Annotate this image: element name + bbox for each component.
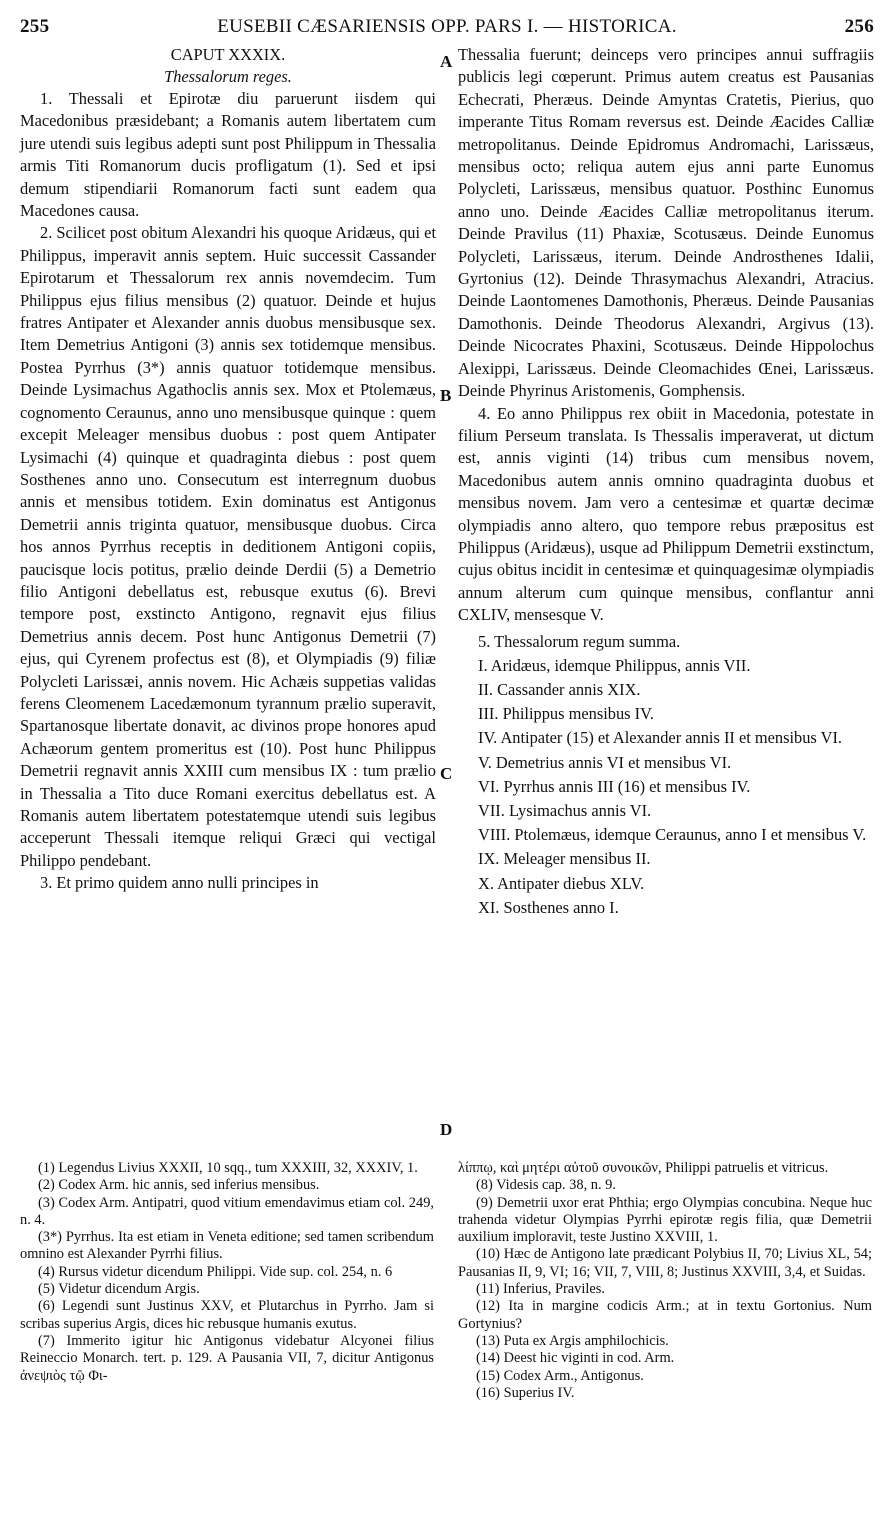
list-item: V. Demetrius annis VI et mensibus VI. (478, 752, 732, 772)
chapter-heading: CAPUT XXXIX. (170, 45, 286, 64)
right-column (458, 44, 874, 920)
footnote: (7) Immerito igitur hic Antigonus videbatur Alcyonei filius Reineccio Monarch. tert. p. 129. A Pausania VII, 7, dicitur Antigonus ἀνεψιὸς τῷ Φι- (20, 1332, 434, 1384)
footnote: (2) Codex Arm. hic annis, sed inferius mensibus. (38, 1177, 320, 1194)
list-item: III. Philippus mensibus IV. (478, 704, 654, 724)
footnote: (12) Ita in margine codicis Arm.; at in textu Gortonius. Num Gortynius? (458, 1298, 872, 1332)
list-item: IX. Meleager mensibus II. (478, 849, 651, 869)
paragraph-3-start: 3. Et primo quidem anno nulli principes in (40, 873, 319, 893)
list-item: VI. Pyrrhus annis III (16) et mensibus IV. (478, 776, 751, 796)
list-item: XI. Sosthenes anno I. (478, 897, 619, 917)
paragraph-3-cont: Thessalia fuerunt; deinceps vero principes annui suffragiis publicis legi cœperunt. Primus autem creatus est Pausanias Echecrati, Pheræus. Deinde Amyntas Cratetis, Pierius, quo imperante Titus Romam reversus est. Deinde Æacides Calliæ metropolitanus. Deinde Epidromus Andromachi, Larissæus, mensibus octo; reliqua autem ejus anni parte Eunomus Polycleti, Larissæus, mensibus quatuor. Posthinc Eunomus anno uno. Deinde Æacides Calliæ metropolitanus iterum. Deinde Pravilus (11) Phaxiæ, Scotusæus. Deinde Eunomus Polycleti, Larissæus, iterum. Deinde Androsthenes Idalii, Gyrtonius (12). Deinde Thrasymachus Alexandri, Atracius. Deinde Laontomenes Damothonis, Pheræus. Deinde Pausanias Damothonis. Deinde Theodorus Alexandri, Argivus (13). Deinde Nicocrates Phaxini, Scotusæus. Deinde Hippolochus Alexippi, Larissæus. Deinde Cleomachides Œnei, Larissæus. Deinde Phyrinus Aristomenis, Gomphensis. (458, 45, 874, 401)
running-header (20, 16, 874, 42)
margin-letter-b: B (440, 386, 452, 405)
footnote: (16) Superius IV. (476, 1384, 575, 1401)
footnote: (15) Codex Arm., Antigonus. (476, 1367, 644, 1384)
footnote: (11) Inferius, Praviles. (476, 1281, 605, 1298)
running-title: EUSEBII CÆSARIENSIS OPP. PARS I. — HISTORICA. (217, 16, 677, 37)
list-item: X. Antipater diebus XLV. (478, 873, 645, 893)
left-column (20, 44, 436, 895)
footnote: (14) Deest hic viginti in cod. Arm. (476, 1350, 675, 1367)
list-item: I. Aridæus, idemque Philippus, annis VII. (478, 655, 751, 675)
footnote: (4) Rursus videtur dicendum Philippi. Vide sup. col. 254, n. 6 (38, 1263, 393, 1280)
footnote: (13) Puta ex Argis amphilochicis. (476, 1332, 669, 1349)
paragraph-1: 1. Thessali et Epirotæ diu paruerunt iisdem qui Macedonibus præsidebant; a Romanis autem libertatem cum jure utendi suis legibus adepti sunt post Philippum in Thessalia armis Titi Romanorum ducis profligatum (1). Sed et ipsi demum stipendiarii Romanorum facti sunt eadem qua Macedones causa. (20, 89, 436, 221)
footnote: (1) Legendus Livius XXXII, 10 sqq., tum XXXIII, 32, XXXIV, 1. (38, 1160, 418, 1176)
list-item: IV. Antipater (15) et Alexander annis II et mensibus VI. (478, 728, 843, 748)
paragraph-4: 4. Eo anno Philippus rex obiit in Macedonia, potestate in filium Perseum translata. Is Thessalis imperaverat, ut dictum est, annis viginti (14) tribus cum mensibus novem, Macedonibus autem annis omnino quadraginta duobus et mensibus novem. Jam vero a centesimæ et quartæ decimæ olympiadis anno altero, quo tempore rebus præpositus est Philippus (Aridæus), usque ad Philippum Demetrii exstinctum, cujus obitus incidit in centesimæ et quinquagesimæ olympiadis annum alterum cum quinque mensibus, conflantur anni CXLIV, mensesque V. (458, 403, 874, 625)
list-item: II. Cassander annis XIX. (478, 679, 641, 699)
footnote: (8) Videsis cap. 38, n. 9. (476, 1177, 616, 1194)
footnote: (5) Videtur dicendum Argis. (38, 1281, 200, 1298)
footnotes-left (20, 1160, 434, 1385)
summary-title: 5. Thessalorum regum summa. (478, 631, 681, 651)
footnote: (10) Hæc de Antigono late prædicant Polybius II, 70; Livius XL, 54; Pausanias II, 9, VI; 16; VII, 7, VIII, 8; Justinus XXVIII, 3,4, et Suidas. (458, 1246, 872, 1280)
right-page-number: 256 (844, 16, 874, 37)
footnote: (3*) Pyrrhus. Ita est etiam in Veneta editione; sed tamen scribendum omnino est Alexander Pyrrhi filius. (20, 1229, 434, 1263)
margin-letter-a: A (440, 52, 453, 71)
footnote: (3) Codex Arm. Antipatri, quod vitium emendavimus etiam col. 249, n. 4. (20, 1194, 434, 1228)
paragraph-2: 2. Scilicet post obitum Alexandri his quoque Aridæus, qui et Philippus, imperavit annis septem. Huic successit Cassander Epirotarum et Thessalorum rex annis novemdecim. Tum Philippus ejus filius mensibus (2) quatuor. Deinde et hujus fratres Antipater et Alexander annis duobus mensibusque sex. Item Demetrius Antigoni (3) annis sex totidemque mensibus. Postea Pyrrhus (3*) annis quatuor totidemque mensibus. Deinde Lysimachus Agathoclis annis sex. Mox et Ptolemæus, cognomento Ceraunus, anno uno mensibusque quinque : quem excepit Meleager mensibus duobus : post quem Antipater Lysimachi (4) quinque et quadraginta diebus : post quem Sosthenes anno uno. Consecutum est interregnum duobus annis et mensibus totidem. Exin dominatus est Antigonus Demetrii annis triginta quatuor, mensibusque duobus. Circa hos annos Pyrrhus receptis in deditionem Antigoni copiis, paucisque locis potitus, prælio deinde Derdii (5) a Demetrio filio Antigoni debellatus est, rebusque exutus (6). Brevi tempore post, exstincto Antigono, regnavit ejus filius Demetrius annis decem. Post hunc Antigonus Demetrii (7) ejus, qui Cyrenem profectus est (8), et Olympiadis (9) filiæ Polycleti Larissæi, annis novem. Hic Achæis suppetias validas ferens Cleomenem Lacedæmonum tyrannum prælio superavit, Spartanosque libertate donavit, ac divinos prope honores apud Achæorum gentem promeritus est (10). Post hunc Philippus Demetrii regnavit annis XXIII cum mensibus IX : tum prælio in Thessalia a Tito duce Romani exercitus debellatus est. A Romanis autem libertatem potestatemque utendi suis legibus acceperunt Thessali itemque reliqui Græci qui vectigal Philippo pendebant. (20, 223, 436, 870)
footnotes-right (458, 1160, 872, 1402)
footnote: (6) Legendi sunt Justinus XXV, et Plutarchus in Pyrrho. Jam si scribas superius Argis, dices hic rebusque humanis exutus. (20, 1298, 434, 1332)
footnote-continuation: λίππῳ, καὶ μητέρι αὐτοῦ συνοικῶν, Philippi patruelis et vitricus. (458, 1160, 829, 1176)
left-page-number: 255 (20, 16, 50, 37)
chapter-subtitle: Thessalorum reges. (164, 67, 292, 86)
kings-list (458, 630, 874, 920)
margin-letter-c: C (440, 764, 453, 783)
list-item: VII. Lysimachus annis VI. (478, 800, 652, 820)
margin-letter-d: D (440, 1120, 453, 1139)
footnote: (9) Demetrii uxor erat Phthia; ergo Olympias concubina. Neque huc trahenda videtur Olympias Pyrrhi epirotæ regis filia, quæ Demetrii auxilium imploravit, teste Justino XXVIII, 1. (458, 1194, 872, 1246)
list-item: VIII. Ptolemæus, idemque Ceraunus, anno I et mensibus V. (478, 825, 867, 845)
